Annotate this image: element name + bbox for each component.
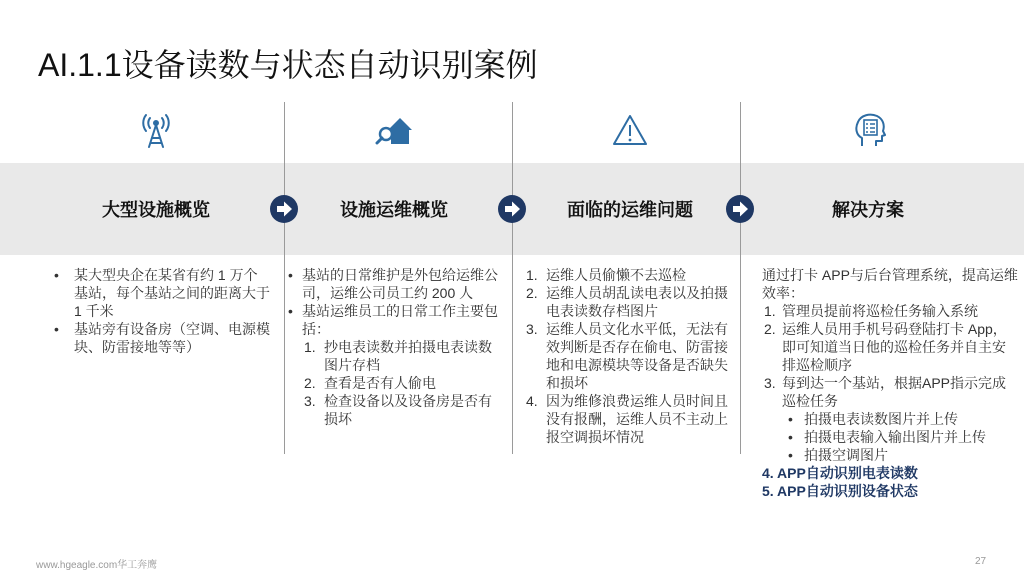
column-operations-problems [524, 266, 730, 446]
list-item: 4. 因为维修浪费运维人员时间且没有报酬，运维人员不主动上报空调损坏情况 [526, 393, 728, 445]
arrow-right-icon [725, 194, 755, 224]
arrow-right-icon [497, 194, 527, 224]
sub-list-item: • 拍摄空调图片 [762, 446, 1018, 464]
warning-icon [610, 110, 650, 150]
list-item: • 基站运维员工的日常工作主要包括： [282, 302, 502, 338]
list-item: 1. 管理员提前将巡检任务输入系统 [764, 303, 978, 319]
antenna-tower-icon [136, 110, 176, 150]
column-operations-overview [282, 266, 502, 428]
arrow-right-icon [269, 194, 299, 224]
head-checklist-icon [850, 110, 890, 150]
list-item: • 某大型央企在某省有约 1 万个基站，每个基站之间的距离大于 1 千米 [48, 266, 270, 320]
heading-operations-overview: 设施运维概览 [340, 200, 448, 220]
house-search-icon [374, 110, 414, 150]
list-item: • 基站的日常维护是外包给运维公司，运维公司员工约 200 人 [282, 266, 502, 302]
list-item: 2. 运维人员用手机号码登陆打卡 App，即可知道当日他的巡检任务并自主安排巡检顺序 [764, 321, 1007, 373]
footer-website: www.hgeagle.com华工奔鹰 [36, 560, 158, 571]
page-title: AI.1.1设备读数与状态自动识别案例 [38, 47, 538, 83]
sub-list-item: • 拍摄电表输入输出图片并上传 [762, 428, 1018, 446]
list-item: 3. 每到达一个基站，根据APP指示完成巡检任务 [764, 375, 1007, 409]
sub-list-item: 1. 抄电表读数并拍摄电表读数图片存档 [304, 339, 492, 373]
list-item: 3. 运维人员文化水平低，无法有效判断是否存在偷电、防雷接地和电源模块等设备是否缺失和损坏 [526, 321, 728, 391]
highlight-item: 5. APP自动识别设备状态 [762, 483, 918, 499]
column-divider [512, 102, 513, 454]
page-number: 27 [975, 556, 987, 567]
list-item: 2. 运维人员胡乱读电表以及拍摄电表读数存档图片 [526, 285, 728, 319]
sub-list-item: 2. 查看是否有人偷电 [304, 375, 436, 391]
column-facility-overview [48, 266, 270, 356]
list-item: • 基站旁有设备房（空调、电源模块、防雷接地等等） [48, 320, 270, 356]
sub-list-item: 3. 检查设备以及设备房是否有损坏 [304, 393, 492, 427]
list-item: 1. 运维人员偷懒不去巡检 [526, 267, 686, 283]
highlight-item: 4. APP自动识别电表读数 [762, 465, 918, 481]
column-solution [762, 266, 1018, 500]
sub-list-item: • 拍摄电表读数图片并上传 [762, 410, 1018, 428]
heading-operations-problems: 面临的运维问题 [567, 200, 693, 220]
heading-solution: 解决方案 [832, 200, 904, 220]
solution-intro: 通过打卡 APP与后台管理系统，提高运维效率： [762, 267, 1018, 301]
heading-facility-overview: 大型设施概览 [102, 200, 210, 220]
column-divider [740, 102, 741, 454]
